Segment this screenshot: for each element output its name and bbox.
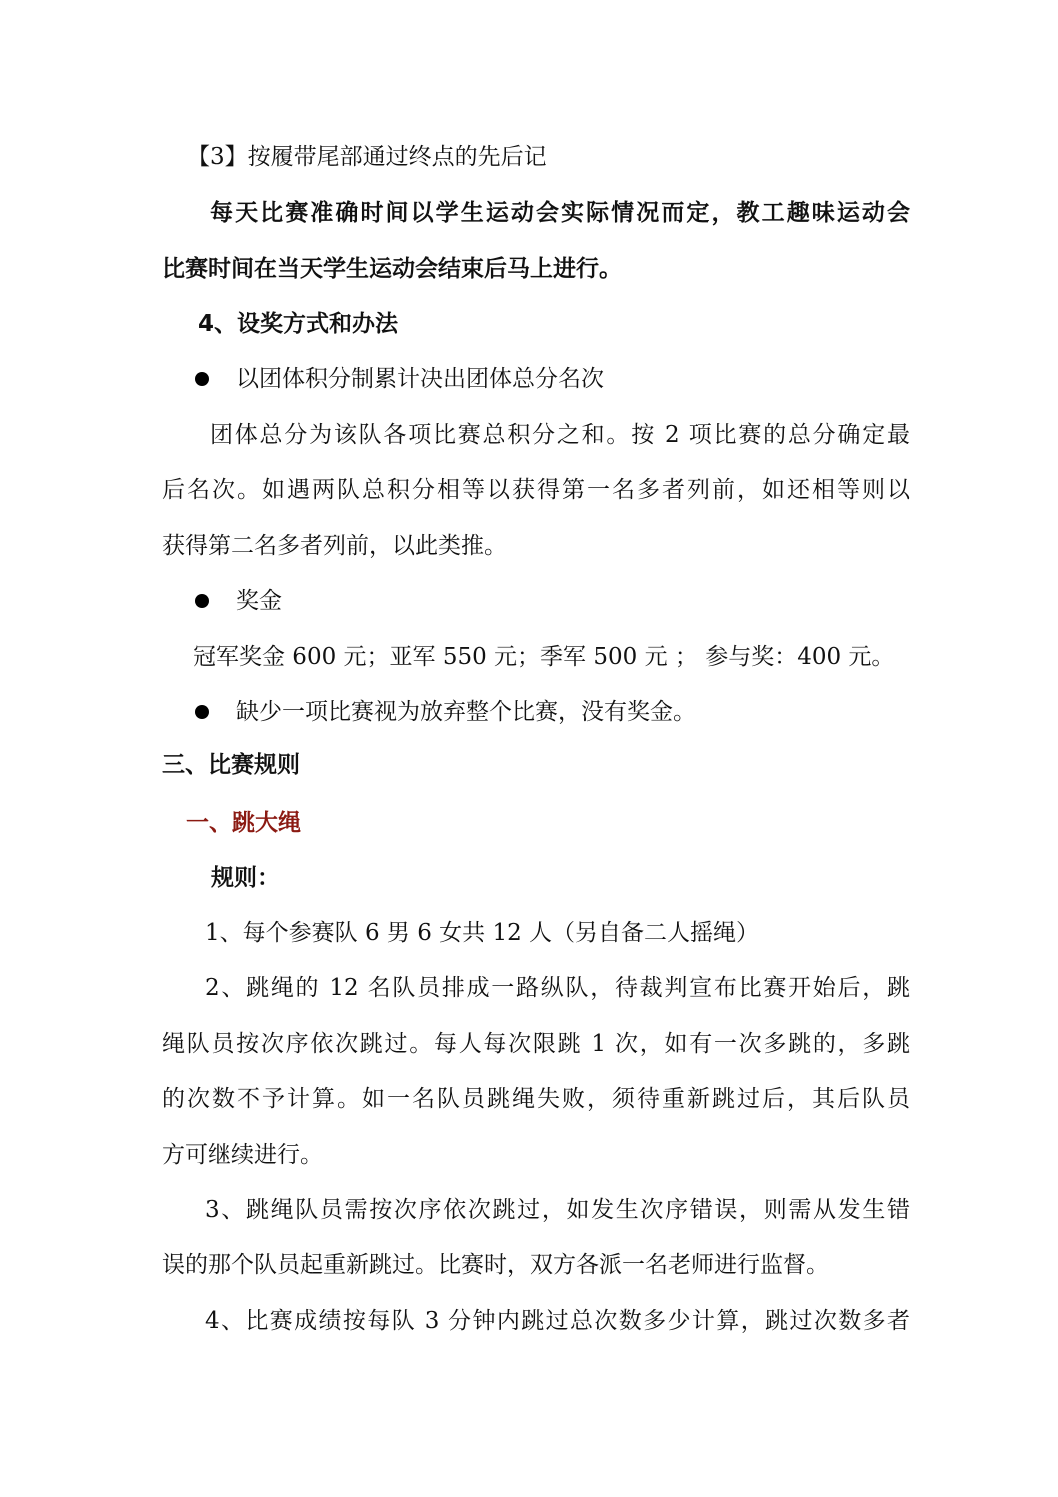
bullet-item: 以团体积分制累计决出团体总分名次 (236, 366, 604, 392)
bullet-item: 奖金 (236, 588, 282, 614)
bullet-icon (195, 372, 209, 386)
paragraph-line: 每天比赛准确时间以学生运动会实际情况而定，教工趣味运动会 (210, 200, 910, 226)
rules-label: 规则： (211, 865, 280, 891)
rule-line: 方可继续进行。 (162, 1142, 323, 1168)
rule-line: 绳队员按次序依次跳过。每人每次限跳 1 次，如有一次多跳的，多跳 (162, 1031, 910, 1057)
rule-line: 3、跳绳队员需按次序依次跳过，如发生次序错误，则需从发生错 (205, 1197, 910, 1223)
paragraph-line: 比赛时间在当天学生运动会结束后马上进行。 (162, 256, 622, 282)
rule-line: 误的那个队员起重新跳过。比赛时，双方各派一名老师进行监督。 (162, 1252, 829, 1278)
chapter-heading: 三、比赛规则 (162, 752, 300, 778)
paragraph-line: 后名次。如遇两队总积分相等以获得第一名多者列前，如还相等则以 (162, 477, 910, 503)
subsection-heading: 一、跳大绳 (186, 810, 301, 836)
rule-line: 2、跳绳的 12 名队员排成一路纵队，待裁判宣布比赛开始后，跳 (205, 975, 910, 1001)
section-heading: 4、设奖方式和办法 (198, 311, 399, 337)
bullet-icon (195, 594, 209, 608)
paragraph-line: 团体总分为该队各项比赛总积分之和。按 2 项比赛的总分确定最 (210, 422, 910, 448)
paragraph-line: 获得第二名多者列前，以此类推。 (162, 533, 507, 559)
bullet-item: 缺少一项比赛视为放弃整个比赛，没有奖金。 (236, 699, 696, 725)
bullet-icon (195, 705, 209, 719)
prize-line: 冠军奖金 600 元；亚军 550 元；季军 500 元 ； 参与奖：400 元。 (193, 644, 895, 670)
rule-line: 4、比赛成绩按每队 3 分钟内跳过总次数多少计算，跳过次数多者 (205, 1308, 910, 1334)
paragraph-line: 【3】按履带尾部通过终点的先后记 (187, 144, 547, 170)
rule-line: 1、每个参赛队 6 男 6 女共 12 人（另自备二人摇绳） (205, 920, 760, 946)
rule-line: 的次数不予计算。如一名队员跳绳失败，须待重新跳过后，其后队员 (162, 1086, 910, 1112)
